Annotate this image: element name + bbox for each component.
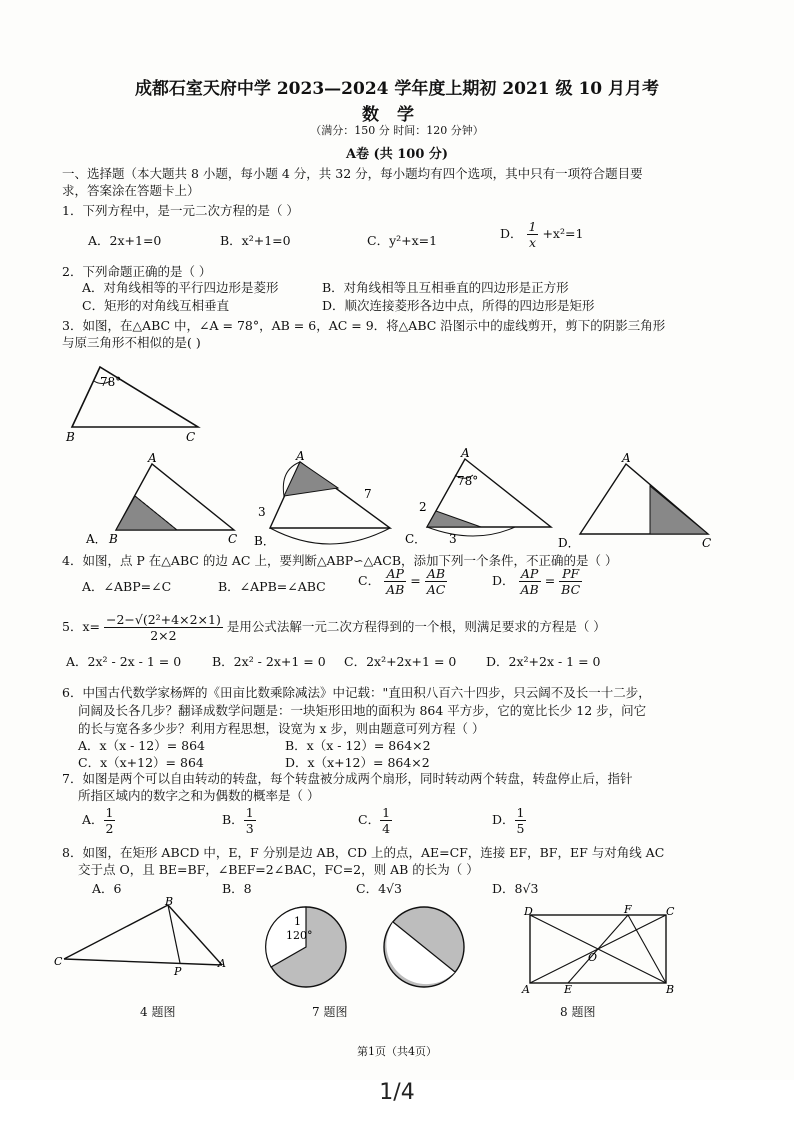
q8-option-c: C．4√3 <box>356 881 402 896</box>
q4-d-f1-num: AP <box>519 566 541 582</box>
q3-vertex-b: B <box>66 430 75 444</box>
q4-c-frac2 <box>425 566 448 597</box>
q5-suffix: 是用公式法解一元二次方程得到的一个根，则满足要求的方程是（ ） <box>226 619 606 634</box>
q5-option-b: B．2x² - 2x+1 = 0 <box>212 654 326 669</box>
exam-title: 成都石室天府中学 2023—2024 学年度上期初 2021 级 10 月月考 <box>134 79 660 99</box>
q3c-len-2: 2 <box>419 500 427 514</box>
q2-option-a: A．对角线相等的平行四边形是菱形 <box>82 280 279 295</box>
figure-8 <box>520 905 690 995</box>
q3-option-c-figure <box>405 445 565 550</box>
q1-d-suffix: +x²=1 <box>542 226 584 241</box>
q6-stem-3: 的长与宽各多少步？利用方程思想，设宽为 x 步，则由题意可列方程（ ） <box>78 721 485 736</box>
q6-option-b: B．x（x - 12）= 864×2 <box>285 738 431 753</box>
q7-d-num: 1 <box>516 805 525 820</box>
q1-d-den: x <box>528 235 537 250</box>
q4-option-c: C． $\frac{AP}{AB}$ = $\frac{AB}{AC}$ <box>358 566 446 597</box>
q7-a-frac <box>104 805 116 836</box>
exam-subject: 数学 <box>362 105 432 125</box>
q1-option-d <box>500 219 583 250</box>
q8-stem-2: 交于点 O，且 BE=BF，∠BEF=2∠BAC，FC=2，则 AB 的长为（ ） <box>78 862 479 877</box>
q7-option-c <box>358 805 392 836</box>
q5-option-c: C．2x²+2x+1 = 0 <box>344 654 457 669</box>
q4-c-f1-den: AB <box>386 582 405 597</box>
q5-option-a: A．2x² - 2x - 1 = 0 <box>66 654 182 669</box>
q5-prefix: 5．x= <box>62 619 100 634</box>
q3c-angle: 78° <box>457 474 479 488</box>
q7-b-num: 1 <box>245 805 254 820</box>
q3-stem-1: 3．如图，在△ABC 中，∠A = 78°，AB = 6，AC = 9．将△ABC 沿图示中的虚线剪开，剪下的阴影三角形 <box>62 318 666 333</box>
q8-option-d: D．8√3 <box>492 881 539 896</box>
q3-option-d-figure <box>558 450 728 550</box>
section-heading-2: 求，答案涂在答题卡上） <box>62 183 200 198</box>
fig8-vertex-c: C <box>666 905 675 918</box>
fig4-vertex-b: B <box>165 895 174 908</box>
fig4-vertex-c: C <box>54 955 63 968</box>
q2-option-b: B．对角线相等且互相垂直的四边形是正方形 <box>322 280 569 295</box>
q1-option-b: B．x²+1=0 <box>220 233 291 248</box>
q3-stem-2: 与原三角形不相似的是( ) <box>62 335 201 350</box>
q4-d-f2-den: BC <box>561 582 581 597</box>
q3d-vertex-a: A <box>622 451 631 465</box>
q3a-vertex-a: A <box>148 451 157 465</box>
q5-stem <box>62 612 606 643</box>
q7-c-frac <box>380 805 392 836</box>
q4-d-f2-num: PF <box>559 566 582 582</box>
volume-heading: A卷 (共 100 分) <box>345 147 449 162</box>
q1-d-fraction <box>527 219 539 250</box>
q4-d-prefix: D． <box>492 573 515 588</box>
fig4-point-p: P <box>174 965 182 978</box>
q3-option-b-figure <box>250 450 410 550</box>
section-heading: 一、选择题（本大题共 8 小题，每小题 4 分，共 32 分，每小题均有四个选项，其中只有一项符合题目要 <box>62 166 643 181</box>
q2-option-c: C．矩形的对角线互相垂直 <box>82 298 230 313</box>
q6-option-d: D．x（x+12）= 864×2 <box>285 755 430 770</box>
q7-c-den: 4 <box>382 821 391 836</box>
q1-d-prefix: D． <box>500 226 523 241</box>
q3b-len-7: 7 <box>364 487 372 501</box>
q4-option-a: A．∠ABP=∠C <box>82 579 172 594</box>
page-number: 1/4 <box>379 1080 415 1105</box>
q8-option-a: A．6 <box>92 881 122 896</box>
q7-option-d <box>492 805 526 836</box>
fig8-vertex-d: D <box>524 905 533 918</box>
figure-4 <box>52 893 242 978</box>
figure-8-caption: 8 题图 <box>560 1005 596 1019</box>
q4-option-d: D． $\frac{AP}{AB}$ = $\frac{PF}{BC}$ <box>492 566 581 597</box>
q1-d-num: 1 <box>528 219 537 234</box>
q7-stem-2: 所指区域内的数字之和为偶数的概率是（ ） <box>78 788 320 803</box>
q3a-vertex-c: C <box>228 532 238 546</box>
q7-a-num: 1 <box>105 805 114 820</box>
q7-stem-1: 7．如图是两个可以自由转动的转盘，每个转盘被分成两个扇形，同时转动两个转盘，转盘停止后，指针 <box>62 771 633 786</box>
q5-option-d: D．2x²+2x - 1 = 0 <box>486 654 601 669</box>
q7-option-a <box>82 805 115 836</box>
q8-stem-1: 8．如图，在矩形 ABCD 中，E，F 分别是边 AB，CD 上的点，AE=CF，连接 EF，BF，EF 与对角线 AC <box>62 845 665 860</box>
q4-d-frac2 <box>559 566 582 597</box>
figure-7-caption: 7 题图 <box>312 1005 348 1019</box>
fig8-vertex-a: A <box>522 983 530 995</box>
fig8-vertex-b: B <box>666 983 675 995</box>
q7-a-den: 2 <box>105 821 114 836</box>
q7-c-num: 1 <box>382 805 391 820</box>
q7-b-prefix: B． <box>222 812 244 827</box>
q2-option-d: D．顺次连接菱形各边中点，所得的四边形是矩形 <box>322 298 595 313</box>
q4-stem: 4．如图，点 P 在△ABC 的边 AC 上，要判断△ABP∽△ACB，添加下列一个条件，不正确的是（ ） <box>62 553 618 568</box>
q7-a-prefix: A． <box>82 812 104 827</box>
q4-c-frac1 <box>384 566 406 597</box>
q7-d-den: 5 <box>516 821 525 836</box>
q7-b-den: 3 <box>245 821 254 836</box>
q4-c-f2-den: AC <box>426 582 446 597</box>
q3a-vertex-b: B <box>109 532 118 546</box>
q3-vertex-c: C <box>186 430 196 444</box>
fig8-point-f: F <box>624 905 632 916</box>
fig7-sector-1: 1 <box>294 915 301 928</box>
exam-meta: （满分：150 分 时间：120 分钟） <box>310 124 484 137</box>
q4-c-prefix: C． <box>358 573 381 588</box>
q5-fraction <box>104 612 223 643</box>
q3-option-b-label: B． <box>254 534 275 548</box>
fig7-angle: 120° <box>286 929 313 942</box>
fig4-vertex-a: A <box>218 957 226 970</box>
page-footer: 第1页（共4页） <box>357 1045 437 1058</box>
q4-option-b: B．∠APB=∠ABC <box>218 579 326 594</box>
q3-original-triangle <box>60 355 220 445</box>
q3-option-d-label: D． <box>558 536 580 550</box>
q3c-len-3: 3 <box>449 532 457 546</box>
figure-4-caption: 4 题图 <box>140 1005 176 1019</box>
q3b-vertex-a: A <box>296 450 305 463</box>
q1-option-a: A．2x+1=0 <box>88 233 162 248</box>
q4-c-f1-num: AP <box>384 566 406 582</box>
q7-d-prefix: D． <box>492 812 515 827</box>
q3-angle-label: 78° <box>100 375 122 389</box>
fig8-point-e: E <box>564 983 573 995</box>
q7-d-frac <box>515 805 527 836</box>
q5-num: −2−√(2²+4×2×1) <box>105 612 221 627</box>
q7-c-prefix: C． <box>358 812 381 827</box>
q6-stem-2: 问阔及长各几步？翻译成数学问题是：一块矩形田地的面积为 864 平方步，它的宽比长少 12 步，问它 <box>78 703 647 718</box>
q7-option-b <box>222 805 256 836</box>
q8-option-b: B．8 <box>222 881 252 896</box>
q4-d-frac1 <box>519 566 541 597</box>
q4-c-f2-num: AB <box>425 566 448 582</box>
q2-stem: 2．下列命题正确的是（ ） <box>62 264 212 279</box>
q3d-vertex-c: C <box>702 536 712 550</box>
q3-option-a-label: A． <box>86 532 107 546</box>
q6-option-a: A．x（x - 12）= 864 <box>78 738 206 753</box>
q6-option-c: C．x（x+12）= 864 <box>78 755 204 770</box>
q5-den: 2×2 <box>150 628 177 643</box>
q6-stem-1: 6．中国古代数学家杨辉的《田亩比数乘除减法》中记载："直田积八百六十四步，只云阔不及长一十二步， <box>62 685 651 700</box>
q4-d-f1-den: AB <box>520 582 539 597</box>
q7-b-frac <box>244 805 256 836</box>
q1-stem: 1．下列方程中，是一元二次方程的是（ ） <box>62 203 299 218</box>
q3c-vertex-a: A <box>461 446 470 460</box>
q3-option-a-figure <box>82 450 242 550</box>
q3b-len-3: 3 <box>258 505 266 519</box>
q3-option-c-label: C． <box>405 532 427 546</box>
q1-option-c: C．y²+x=1 <box>367 233 438 248</box>
fig8-point-o: O <box>588 951 598 964</box>
figure-7 <box>258 903 478 993</box>
